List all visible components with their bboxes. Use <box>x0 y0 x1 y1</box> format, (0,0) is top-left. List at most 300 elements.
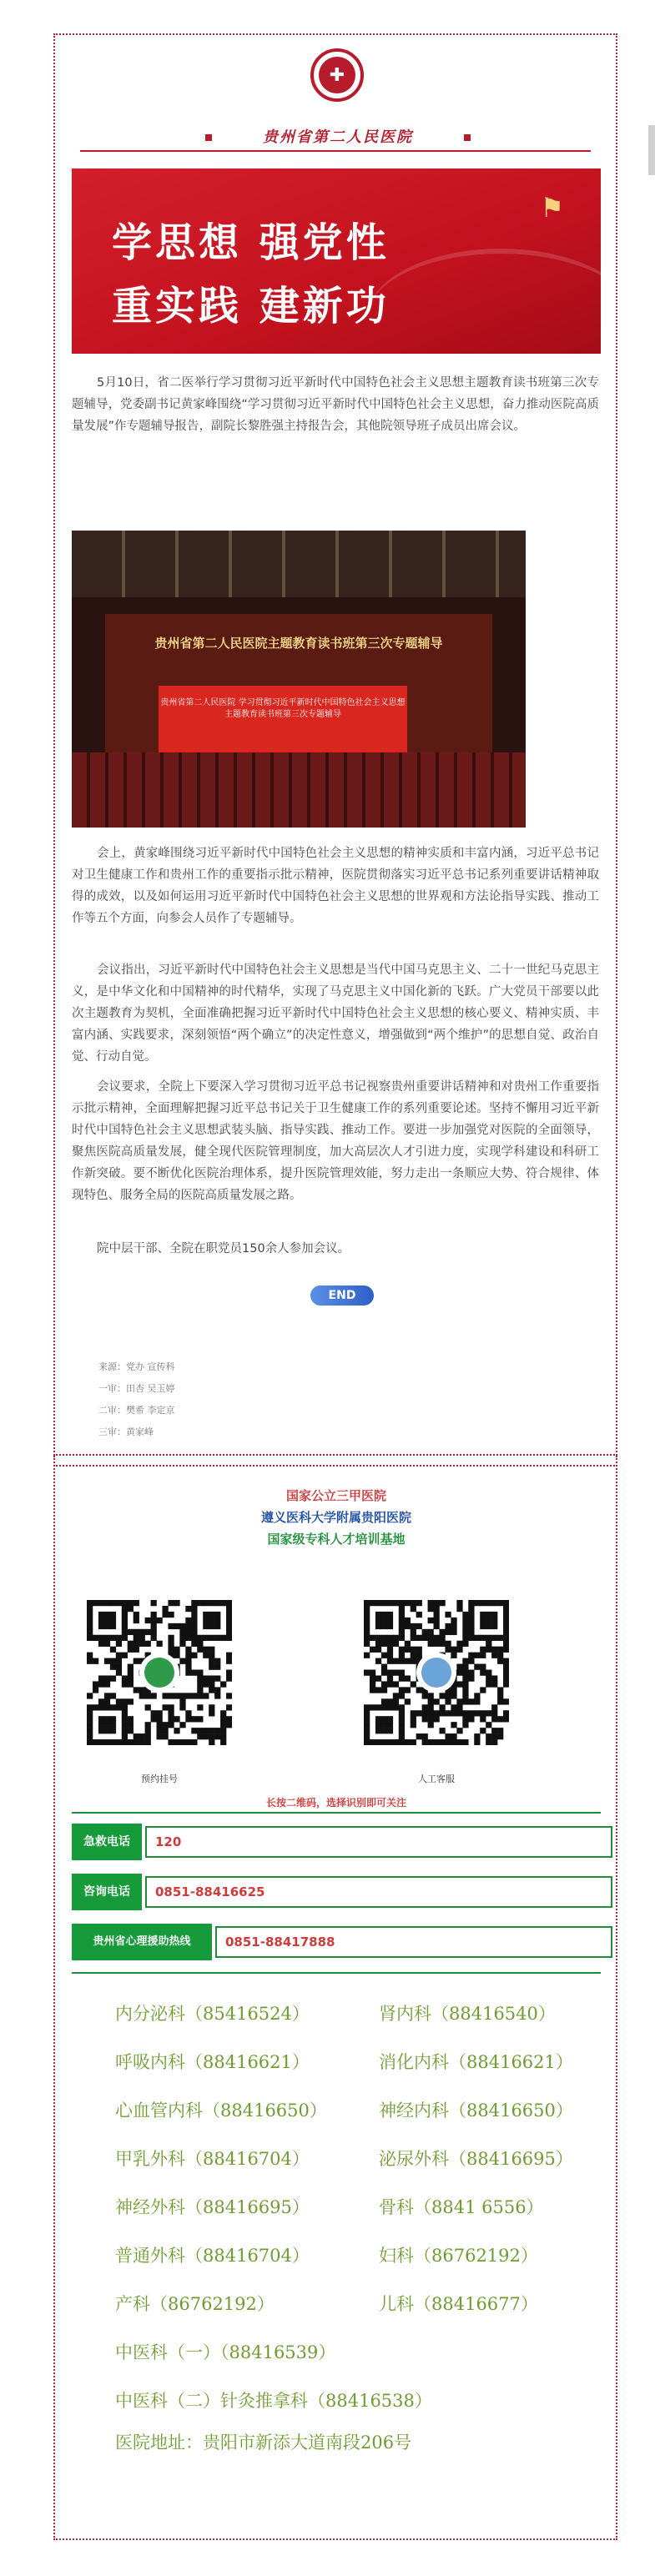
qr-module <box>468 1675 474 1681</box>
qr-module <box>375 1722 381 1728</box>
qr-module <box>226 1716 232 1722</box>
qr-module <box>209 1704 214 1710</box>
qr-module <box>220 1728 226 1733</box>
qr-module <box>157 1722 163 1728</box>
department-item: 妇科（86762192） <box>379 2246 538 2266</box>
banner-line1: 学思想 强党性 <box>112 219 390 266</box>
qr-module <box>480 1618 486 1623</box>
qr-module <box>191 1606 197 1612</box>
credit-review3: 三审：黄家峰 <box>98 1426 154 1437</box>
phone-label: 贵州省心理援助热线 <box>72 1924 212 1960</box>
qr-module <box>416 1647 422 1653</box>
qr-module <box>87 1606 93 1612</box>
qr-code-service[interactable] <box>364 1600 509 1745</box>
qr-label-service: 人工客服 <box>418 1774 455 1784</box>
qr-module <box>387 1653 393 1658</box>
qr-module <box>122 1681 128 1687</box>
qr-module <box>209 1653 214 1658</box>
qr-module <box>422 1710 428 1716</box>
qr-module <box>209 1664 214 1670</box>
qr-module <box>445 1647 451 1653</box>
qr-module <box>480 1635 486 1641</box>
qr-module <box>468 1716 474 1722</box>
meeting-photo <box>72 531 526 828</box>
qr-module <box>434 1612 440 1618</box>
qr-module <box>93 1600 98 1606</box>
qr-module <box>497 1687 503 1693</box>
credit-review2: 二审：樊希 李定京 <box>98 1405 175 1416</box>
qr-module <box>399 1670 405 1676</box>
qr-module <box>87 1600 93 1606</box>
qr-module <box>214 1618 220 1623</box>
qr-module <box>411 1739 416 1745</box>
qr-module <box>226 1606 232 1612</box>
phone-value[interactable]: 0851-88416625 <box>145 1876 612 1908</box>
qr-module <box>375 1612 381 1618</box>
qr-module <box>98 1739 104 1745</box>
department-item: 内分泌科（85416524） <box>115 2004 310 2024</box>
qr-module <box>445 1739 451 1745</box>
qr-module <box>226 1658 232 1664</box>
qr-module <box>399 1710 405 1716</box>
qr-module <box>480 1728 486 1733</box>
qr-module <box>209 1739 214 1745</box>
hospital-name: 贵州省第二人民医院 <box>225 125 451 147</box>
qr-module <box>411 1710 416 1716</box>
qr-module <box>122 1739 128 1745</box>
qr-module <box>468 1670 474 1676</box>
qr-module <box>370 1704 375 1710</box>
qr-module <box>128 1641 134 1647</box>
qr-module <box>209 1612 214 1618</box>
qr-module <box>503 1716 509 1722</box>
qr-module <box>364 1623 370 1629</box>
qr-module <box>134 1658 139 1664</box>
qr-module <box>428 1693 434 1698</box>
qr-module <box>87 1733 93 1739</box>
qr-module <box>503 1698 509 1704</box>
qr-module <box>422 1635 428 1641</box>
qr-module <box>434 1739 440 1745</box>
qr-module <box>203 1600 209 1606</box>
qr-module <box>503 1612 509 1618</box>
qr-module <box>381 1698 387 1704</box>
qr-module <box>116 1635 122 1641</box>
qr-module <box>503 1606 509 1612</box>
qr-module <box>434 1641 440 1647</box>
qr-module <box>93 1687 98 1693</box>
qr-module <box>381 1739 387 1745</box>
qr-module <box>416 1600 422 1606</box>
qr-module <box>87 1629 93 1635</box>
qr-module <box>139 1641 145 1647</box>
qr-module <box>110 1647 116 1653</box>
qr-module <box>87 1623 93 1629</box>
qr-module <box>364 1612 370 1618</box>
qr-module <box>405 1698 411 1704</box>
qr-module <box>491 1675 497 1681</box>
qr-module <box>197 1687 203 1693</box>
qr-module <box>434 1698 440 1704</box>
qr-module <box>134 1629 139 1635</box>
qr-module <box>405 1618 411 1623</box>
qr-module <box>128 1629 134 1635</box>
qr-module <box>486 1641 491 1647</box>
qr-module <box>411 1722 416 1728</box>
qr-module <box>191 1653 197 1658</box>
qr-module <box>134 1600 139 1606</box>
phone-label: 咨询电话 <box>72 1874 142 1910</box>
qr-module <box>439 1629 445 1635</box>
qr-module <box>122 1600 128 1606</box>
qr-module <box>428 1635 434 1641</box>
credit-source: 来源：党办 宣传科 <box>98 1361 175 1372</box>
qr-module <box>197 1733 203 1739</box>
qr-module <box>191 1739 197 1745</box>
qr-module <box>381 1704 387 1710</box>
qr-module <box>474 1653 480 1658</box>
qr-module <box>191 1716 197 1722</box>
qr-module <box>486 1618 491 1623</box>
qr-module <box>209 1635 214 1641</box>
qr-module <box>203 1612 209 1618</box>
qr-module <box>462 1670 468 1676</box>
qr-module <box>480 1664 486 1670</box>
qr-module <box>214 1728 220 1733</box>
qr-module <box>434 1623 440 1629</box>
qr-module <box>399 1635 405 1641</box>
qr-module <box>364 1733 370 1739</box>
phone-value[interactable]: 120 <box>145 1826 612 1858</box>
qr-module <box>411 1647 416 1653</box>
qr-module <box>364 1728 370 1733</box>
qr-module <box>503 1670 509 1676</box>
qr-module <box>93 1635 98 1641</box>
qr-module <box>439 1693 445 1698</box>
qr-module <box>157 1716 163 1722</box>
qr-module <box>503 1618 509 1623</box>
qr-module <box>185 1739 191 1745</box>
qr-module <box>179 1739 185 1745</box>
qr-module <box>122 1675 128 1681</box>
qr-module <box>411 1653 416 1658</box>
qr-module <box>168 1716 174 1722</box>
credit-review1: 一审：田杏 吴玉婷 <box>98 1383 175 1394</box>
phone-value[interactable]: 0851-88417888 <box>215 1926 612 1958</box>
qr-module <box>87 1612 93 1618</box>
qr-module <box>411 1629 416 1635</box>
qr-module <box>128 1600 134 1606</box>
qr-module <box>168 1635 174 1641</box>
qr-module <box>416 1733 422 1739</box>
qr-module <box>104 1681 110 1687</box>
qr-module <box>162 1606 168 1612</box>
qr-module <box>145 1722 151 1728</box>
qr-module <box>203 1653 209 1658</box>
qr-module <box>456 1728 462 1733</box>
qr-module <box>139 1693 145 1698</box>
qr-module <box>439 1710 445 1716</box>
qr-module <box>451 1739 456 1745</box>
qr-module <box>128 1716 134 1722</box>
qr-module <box>145 1693 151 1698</box>
qr-module <box>491 1623 497 1629</box>
qr-module <box>220 1722 226 1728</box>
qr-module <box>381 1722 387 1728</box>
auditorium-seats <box>72 752 526 828</box>
qr-module <box>486 1710 491 1716</box>
qr-module <box>122 1606 128 1612</box>
qr-module <box>474 1635 480 1641</box>
qr-module <box>209 1687 214 1693</box>
qr-module <box>456 1739 462 1745</box>
department-item: 神经内科（88416650） <box>379 2101 573 2121</box>
qr-module <box>364 1722 370 1728</box>
qr-module <box>416 1687 422 1693</box>
qr-module <box>370 1647 375 1653</box>
qr-module <box>116 1658 122 1664</box>
qr-module <box>411 1658 416 1664</box>
qr-module <box>168 1612 174 1618</box>
qr-module <box>474 1698 480 1704</box>
qr-module <box>486 1675 491 1681</box>
qr-module <box>462 1658 468 1664</box>
qr-module <box>122 1623 128 1629</box>
qr-module <box>128 1664 134 1670</box>
qr-module <box>87 1653 93 1658</box>
qr-module <box>191 1618 197 1623</box>
qr-module <box>122 1612 128 1618</box>
qr-module <box>387 1722 393 1728</box>
qr-module <box>411 1681 416 1687</box>
qr-module <box>226 1623 232 1629</box>
qr-module <box>209 1733 214 1739</box>
phone-row-consult[interactable] <box>72 1874 612 1910</box>
qr-module <box>451 1618 456 1623</box>
qr-module <box>387 1600 393 1606</box>
qr-module <box>387 1681 393 1687</box>
qr-module <box>364 1653 370 1658</box>
qr-module <box>416 1653 422 1658</box>
qr-module <box>157 1710 163 1716</box>
qr-module <box>87 1728 93 1733</box>
photo-banner-text: 贵州省第二人民医院主题教育读书班第三次专题辅导 <box>154 636 443 651</box>
qr-module <box>104 1693 110 1698</box>
qr-module <box>179 1722 185 1728</box>
qr-module <box>381 1664 387 1670</box>
qr-module <box>197 1693 203 1698</box>
qr-module <box>480 1710 486 1716</box>
qr-module <box>220 1635 226 1641</box>
qr-module <box>434 1606 440 1612</box>
qr-module <box>226 1670 232 1676</box>
hospital-logo <box>310 48 364 102</box>
qr-module <box>98 1612 104 1618</box>
department-item: 泌尿外科（88416695） <box>379 2149 573 2169</box>
qr-module <box>220 1600 226 1606</box>
paragraph-4: 会议要求，全院上下要深入学习贯彻习近平总书记视察贵州重要讲话精神和对贵州工作重要指示批示精神，全面理解把握习近平总书记关于卫生健康工作的系列重要论述。坚持不懈用习近平新时代中国特色社会主义思想武装头脑、指导实践、推动工作。要进一步加强党对医院的全面领导，聚焦医院高质量发展，健全现代医院管理制度，加大高层次人才引进力度，实现学科建设和科研工作新突破。要不断优化医院治理体系，提升医院管理效能，努力走出一条顺应大势、符合规律、体现特色、服务全局的医院高质量发展之路。 <box>72 1080 599 1202</box>
qr-module <box>462 1687 468 1693</box>
qr-module <box>197 1716 203 1722</box>
qr-module <box>110 1722 116 1728</box>
qr-module <box>462 1618 468 1623</box>
qr-module <box>480 1670 486 1676</box>
qr-module <box>116 1698 122 1704</box>
qr-module <box>162 1693 168 1698</box>
qr-module <box>428 1629 434 1635</box>
qr-module <box>399 1612 405 1618</box>
phone-row-emergency[interactable] <box>72 1824 612 1860</box>
qr-module <box>375 1739 381 1745</box>
scan-tip: 长按二维码，选择识别即可关注 <box>265 1797 406 1809</box>
qr-module <box>439 1641 445 1647</box>
qr-module <box>451 1629 456 1635</box>
qr-module <box>451 1623 456 1629</box>
qr-module <box>411 1600 416 1606</box>
paragraph-1: 5月10日，省二医举行学习贯彻习近平新时代中国特色社会主义思想主题教育读书班第三次专题辅导，党委副书记黄家峰围绕“学习贯彻习近平新时代中国特色社会主义思想，奋力推动医院高质量发展”作专题辅导报告，副院长黎胜强主持报告会，其他院领导班子成员出席会议。 <box>72 376 599 433</box>
qr-module <box>456 1698 462 1704</box>
qr-module <box>98 1722 104 1728</box>
qr-module <box>197 1641 203 1647</box>
department-item: 甲乳外科（88416704） <box>115 2149 310 2169</box>
footer-line3: 国家级专科人才培训基地 <box>267 1532 406 1547</box>
qr-module <box>87 1704 93 1710</box>
qr-module <box>387 1698 393 1704</box>
qr-module <box>185 1716 191 1722</box>
qr-module <box>434 1618 440 1623</box>
qr-module <box>98 1635 104 1641</box>
footer-heading <box>72 1485 601 1550</box>
qr-module <box>174 1716 179 1722</box>
qr-module <box>122 1704 128 1710</box>
qr-module <box>387 1612 393 1618</box>
qr-module <box>214 1600 220 1606</box>
qr-module <box>168 1641 174 1647</box>
green-rule <box>72 1812 601 1814</box>
qr-module <box>128 1698 134 1704</box>
qr-module <box>381 1653 387 1658</box>
qr-module <box>104 1658 110 1664</box>
qr-module <box>203 1635 209 1641</box>
qr-module <box>468 1635 474 1641</box>
qr-module <box>214 1635 220 1641</box>
qr-module <box>110 1664 116 1670</box>
qr-module <box>497 1653 503 1658</box>
qr-module <box>428 1600 434 1606</box>
qr-module <box>428 1641 434 1647</box>
qr-module <box>468 1618 474 1623</box>
qr-module <box>191 1600 197 1606</box>
qr-module <box>381 1716 387 1722</box>
qr-module <box>151 1710 157 1716</box>
qr-module <box>445 1693 451 1698</box>
qr-module <box>168 1739 174 1745</box>
qr-code-booking[interactable] <box>87 1600 232 1745</box>
qr-module <box>116 1600 122 1606</box>
qr-module <box>179 1623 185 1629</box>
qr-module <box>191 1641 197 1647</box>
qr-module <box>128 1722 134 1728</box>
qr-module <box>503 1635 509 1641</box>
qr-module <box>110 1618 116 1623</box>
qr-module <box>480 1653 486 1658</box>
qr-module <box>110 1612 116 1618</box>
qr-module <box>503 1664 509 1670</box>
end-badge: END <box>310 1285 374 1306</box>
qr-module <box>93 1658 98 1664</box>
qr-module <box>145 1618 151 1623</box>
qr-module <box>491 1704 497 1710</box>
qr-module <box>203 1728 209 1733</box>
qr-module <box>203 1693 209 1698</box>
qr-module <box>122 1716 128 1722</box>
section-divider <box>53 1465 617 1467</box>
department-item: 心血管内科（88416650） <box>115 2101 327 2121</box>
qr-module <box>462 1716 468 1722</box>
qr-module <box>387 1728 393 1733</box>
qr-module <box>451 1722 456 1728</box>
qr-module <box>491 1612 497 1618</box>
qr-module <box>145 1728 151 1733</box>
qr-module <box>381 1600 387 1606</box>
qr-module <box>214 1687 220 1693</box>
qr-module <box>375 1687 381 1693</box>
qr-module <box>110 1600 116 1606</box>
phone-row-psych[interactable] <box>72 1924 612 1960</box>
department-item: 呼吸内科（88416621） <box>115 2052 310 2072</box>
qr-module <box>445 1733 451 1739</box>
qr-module <box>214 1675 220 1681</box>
qr-module <box>128 1670 134 1676</box>
qr-module <box>462 1635 468 1641</box>
qr-module <box>116 1641 122 1647</box>
department-item: 神经外科（88416695） <box>115 2197 310 2217</box>
qr-module <box>399 1629 405 1635</box>
qr-module <box>399 1606 405 1612</box>
qr-module <box>393 1670 399 1676</box>
qr-module <box>185 1664 191 1670</box>
qr-module <box>209 1675 214 1681</box>
qr-module <box>399 1693 405 1698</box>
qr-module <box>445 1710 451 1716</box>
qr-module <box>93 1739 98 1745</box>
qr-module <box>451 1693 456 1698</box>
qr-module <box>139 1733 145 1739</box>
qr-module <box>381 1635 387 1641</box>
qr-module <box>411 1623 416 1629</box>
qr-module <box>393 1681 399 1687</box>
qr-module <box>375 1641 381 1647</box>
qr-module <box>364 1606 370 1612</box>
qr-module <box>387 1647 393 1653</box>
qr-module <box>98 1641 104 1647</box>
scrollbar[interactable] <box>648 125 655 175</box>
qr-module <box>456 1710 462 1716</box>
qr-module <box>157 1733 163 1739</box>
footer-line1: 国家公立三甲医院 <box>285 1488 386 1503</box>
qr-module <box>375 1728 381 1733</box>
qr-module <box>116 1670 122 1676</box>
qr-module <box>486 1739 491 1745</box>
qr-module <box>214 1664 220 1670</box>
qr-module <box>411 1635 416 1641</box>
qr-module <box>381 1641 387 1647</box>
qr-module <box>462 1681 468 1687</box>
qr-module <box>128 1728 134 1733</box>
qr-module <box>110 1739 116 1745</box>
qr-module <box>151 1635 157 1641</box>
qr-module <box>497 1698 503 1704</box>
